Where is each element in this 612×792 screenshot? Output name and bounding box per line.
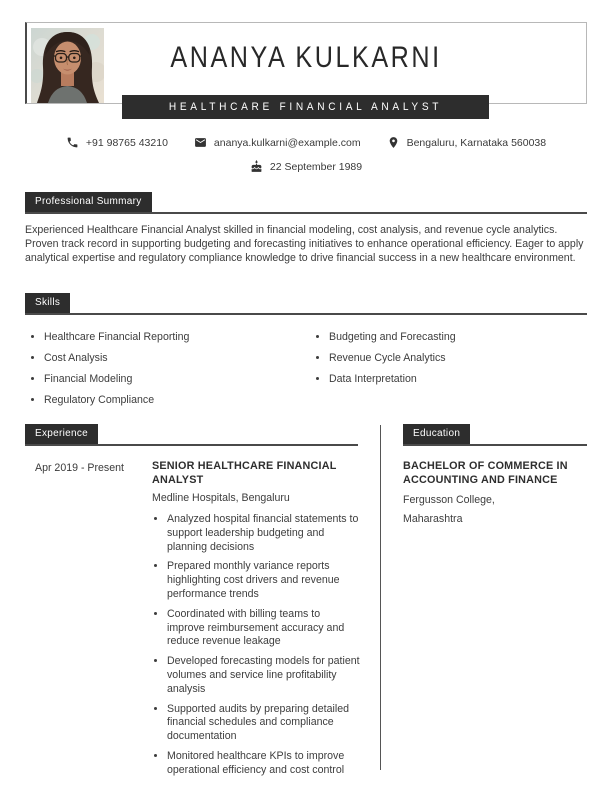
skill-item: • Revenue Cycle Analytics bbox=[329, 352, 587, 366]
experience-company: Medline Hospitals, Bengaluru bbox=[152, 492, 290, 504]
contact-location bbox=[387, 136, 547, 149]
experience-bullet: • Monitored healthcare KPIs to improve operational efficiency and cost control bbox=[167, 750, 360, 778]
experience-bullet: • Prepared monthly variance reports highlighting cost drivers and revenue performance trends bbox=[167, 560, 360, 601]
experience-bullet: • Supported audits by preparing detailed financial schedules and compliance documentation bbox=[167, 703, 360, 744]
experience-bullet-list bbox=[152, 513, 360, 778]
job-title-banner bbox=[122, 95, 489, 119]
contact-birthdate bbox=[250, 160, 362, 173]
education-location: Maharashtra bbox=[403, 513, 463, 525]
envelope-icon bbox=[194, 136, 207, 149]
contact-email bbox=[194, 136, 361, 149]
column-divider bbox=[380, 425, 381, 770]
contact-bar bbox=[0, 136, 612, 149]
phone-icon bbox=[66, 136, 79, 149]
experience-bullet: • Analyzed hospital financial statements to support leadership budgeting and planning decisions bbox=[167, 513, 360, 554]
map-pin-icon bbox=[387, 136, 400, 149]
summary-text: Experienced Healthcare Financial Analyst skilled in financial modeling, cost analysis, and revenue cycle analytics. Proven track record in supporting budgeting and forecasting initiatives to enhance operational efficiency. Eager to apply analytical expertise and regulatory compliance knowledge to drive financial success in a new healthcare environment. bbox=[25, 224, 584, 265]
page-title: ANANYA KULKARNI bbox=[170, 41, 442, 74]
skill-item: • Budgeting and Forecasting bbox=[329, 331, 587, 345]
skill-item: • Data Interpretation bbox=[329, 373, 587, 387]
portrait-avatar-illustration bbox=[31, 28, 104, 103]
education-degree: BACHELOR OF COMMERCE IN ACCOUNTING AND FINANCE bbox=[403, 460, 568, 486]
section-header-summary bbox=[25, 191, 587, 214]
contact-location-value: Bengaluru, Karnataka 560038 bbox=[406, 136, 547, 149]
section-header-skills bbox=[25, 292, 587, 315]
skill-item: • Cost Analysis bbox=[44, 352, 310, 366]
portrait-photo bbox=[31, 28, 104, 103]
contact-birthdate-value: 22 September 1989 bbox=[269, 160, 363, 173]
education-entry bbox=[403, 460, 575, 525]
contact-phone-value: +91 98765 43210 bbox=[85, 136, 168, 149]
section-label-education: Education bbox=[403, 424, 470, 444]
skills-columns bbox=[25, 331, 587, 415]
experience-bullet: • Developed forecasting models for patient volumes and service line profitability analysis bbox=[167, 655, 360, 696]
section-header-education bbox=[403, 423, 587, 446]
contact-email-value: ananya.kulkarni@example.com bbox=[213, 136, 361, 149]
education-school: Fergusson College, bbox=[403, 494, 495, 506]
section-label-skills: Skills bbox=[25, 293, 70, 313]
section-header-experience bbox=[25, 423, 358, 446]
skill-item: • Healthcare Financial Reporting bbox=[44, 331, 310, 345]
section-label-summary: Professional Summary bbox=[25, 192, 152, 212]
contact-bar-row2 bbox=[0, 160, 612, 173]
skill-item: • Regulatory Compliance bbox=[44, 394, 310, 408]
experience-bullet: • Coordinated with billing teams to improve reimbursement accuracy and reduce revenue leakage bbox=[167, 608, 360, 649]
section-label-experience: Experience bbox=[25, 424, 98, 444]
skills-column-1 bbox=[25, 331, 310, 415]
job-title-banner-label: HEALTHCARE FINANCIAL ANALYST bbox=[168, 101, 443, 113]
experience-dates: Apr 2019 - Present bbox=[35, 462, 124, 474]
experience-job-title: SENIOR HEALTHCARE FINANCIAL ANALYST bbox=[152, 460, 337, 486]
birthday-cake-icon bbox=[250, 160, 263, 173]
experience-entry bbox=[152, 460, 360, 784]
skills-column-2 bbox=[310, 331, 587, 415]
contact-phone bbox=[66, 136, 168, 149]
skill-item: • Financial Modeling bbox=[44, 373, 310, 387]
